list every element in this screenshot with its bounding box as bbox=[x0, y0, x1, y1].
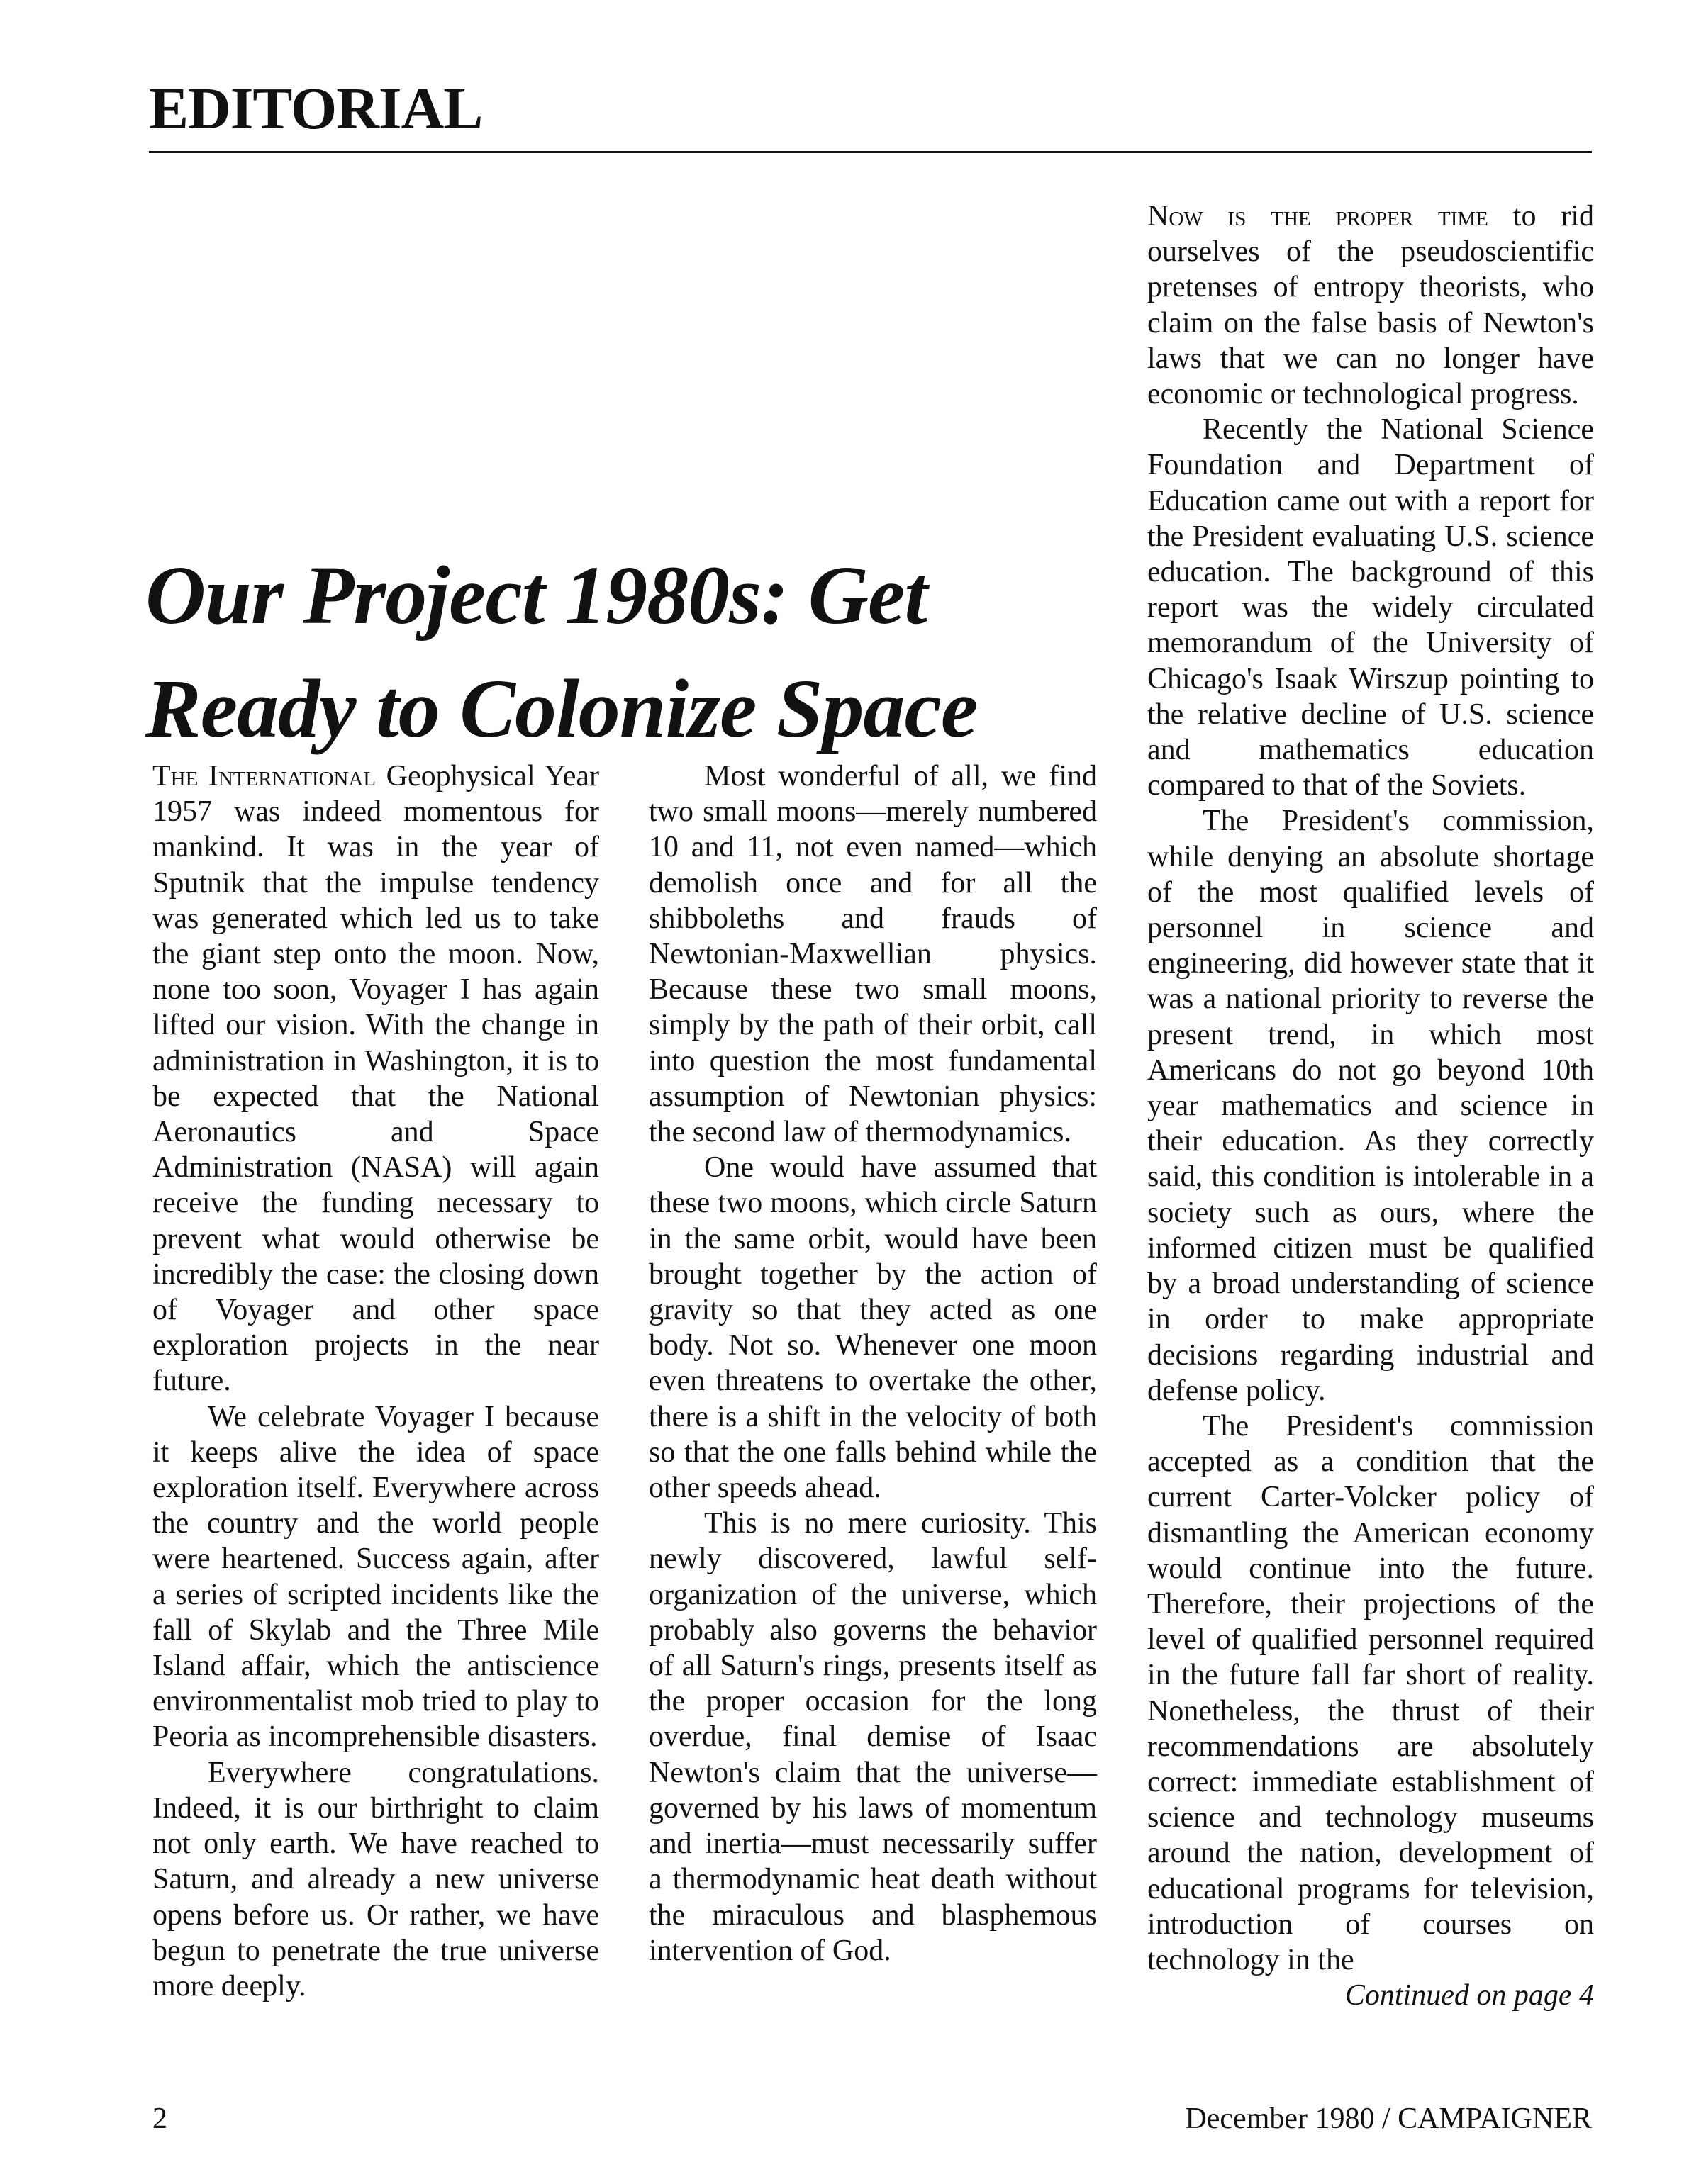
article-column-1 bbox=[152, 758, 599, 2004]
paragraph: This is no mere curiosity. This newly discovered, lawful self-organization of the universe, which probably also governs the behavior of all Saturn's rings, presents itself as the proper occasion for the long overdue, final demise of Isaac Newton's claim that the universe—governed by his laws of momentum and inertia—must necessarily suffer a thermodynamic heat death without the miraculous and blasphemous intervention of God. bbox=[649, 1507, 1097, 1967]
paragraph: One would have assumed that these two moons, which circle Saturn in the same orbit, would have been brought together by the action of gravity so that they acted as one body. Not so. Whenever one moon even threatens to overtake the other, there is a shift in the velocity of both so that the one falls behind while the other speeds ahead. bbox=[649, 1151, 1097, 1505]
section-label: EDITORIAL bbox=[149, 76, 483, 142]
issue-line: December 1980 / CAMPAIGNER bbox=[1185, 2102, 1592, 2135]
article-column-3 bbox=[1147, 198, 1594, 2013]
continued-note: Continued on page 4 bbox=[1344, 1979, 1594, 2012]
paragraph-text: Geophysical Year 1957 was indeed momentous for mankind. It was in the year of Sputnik that the impulse tendency was generated which led us to take the giant step onto the moon. Now, none too soon, Voyager I has again lifted our vision. With the change in administration in Washington, it is to be expected that the National Aeronautics and Space Administration (NASA) will again receive the funding necessary to prevent what would otherwise be incredibly the case: the closing down of Voyager and other space exploration projects in the near future. bbox=[152, 760, 599, 1398]
paragraph: Everywhere congratulations. Indeed, it is our birthright to claim not only earth. We have reached to Saturn, and already a new universe opens before us. Or rather, we have begun to penetrate the true universe more deeply. bbox=[152, 1756, 599, 2003]
paragraph: The President's commission, while denying an absolute shortage of the most qualified levels of personnel in science and engineering, did however state that it was a national priority to reverse the present trend, in which most Americans do not go beyond 10th year mathematics and science in their education. As they correctly said, this condition is intolerable in a society such as ours, where the informed citizen must be qualified by a broad understanding of science in order to make appropriate decisions regarding industrial and defense policy. bbox=[1147, 805, 1594, 1407]
page-number: 2 bbox=[152, 2102, 167, 2135]
lead-in: Now is the proper time bbox=[1147, 200, 1488, 233]
paragraph: Recently the National Science Foundation and Department of Education came out with a report for the President evaluating U.S. science education. The background of this report was the widely circulated memorandum of the University of Chicago's Isaak Wirszup pointing to the relative decline of U.S. science and mathematics education compared to that of the Soviets. bbox=[1147, 413, 1594, 802]
paragraph: Most wonderful of all, we find two small moons—merely numbered 10 and 11, not even named—which demolish once and for all the shibboleths and frauds of Newtonian-Maxwellian physics. Because these two small moons, simply by the path of their orbit, call into question the most fundamental assumption of Newtonian physics: the second law of thermodynamics. bbox=[649, 760, 1097, 1149]
paragraph-text: to rid ourselves of the pseudoscientific pretenses of entropy theorists, who claim on the false basis of Newton's laws that we can no longer have economic or technological progress. bbox=[1147, 200, 1594, 411]
header-rule bbox=[149, 151, 1592, 153]
paragraph: We celebrate Voyager I because it keeps alive the idea of space exploration itself. Everywhere across the country and the world people were heartened. Success again, after a series of scripted incidents like the fall of Skylab and the Three Mile Island affair, which the antiscience environmentalist mob tried to play to Peoria as incomprehensible disasters. bbox=[152, 1400, 599, 1754]
paragraph: The President's commission accepted as a condition that the current Carter-Volcker policy of dismantling the American economy would continue into the future. Therefore, their projections of the level of qualified personnel required in the future fall far short of reality. Nonetheless, the thrust of their recommendations are absolutely correct: immediate establishment of science and technology museums around the nation, development of educational programs for television, introduction of courses on technology in the bbox=[1147, 1409, 1594, 1976]
paragraph bbox=[1147, 198, 1594, 412]
paragraph bbox=[152, 758, 599, 1399]
lead-in: The International bbox=[152, 760, 377, 793]
article-column-2 bbox=[649, 758, 1097, 1969]
article-headline: Our Project 1980s: Get Ready to Colonize Space bbox=[145, 549, 978, 755]
